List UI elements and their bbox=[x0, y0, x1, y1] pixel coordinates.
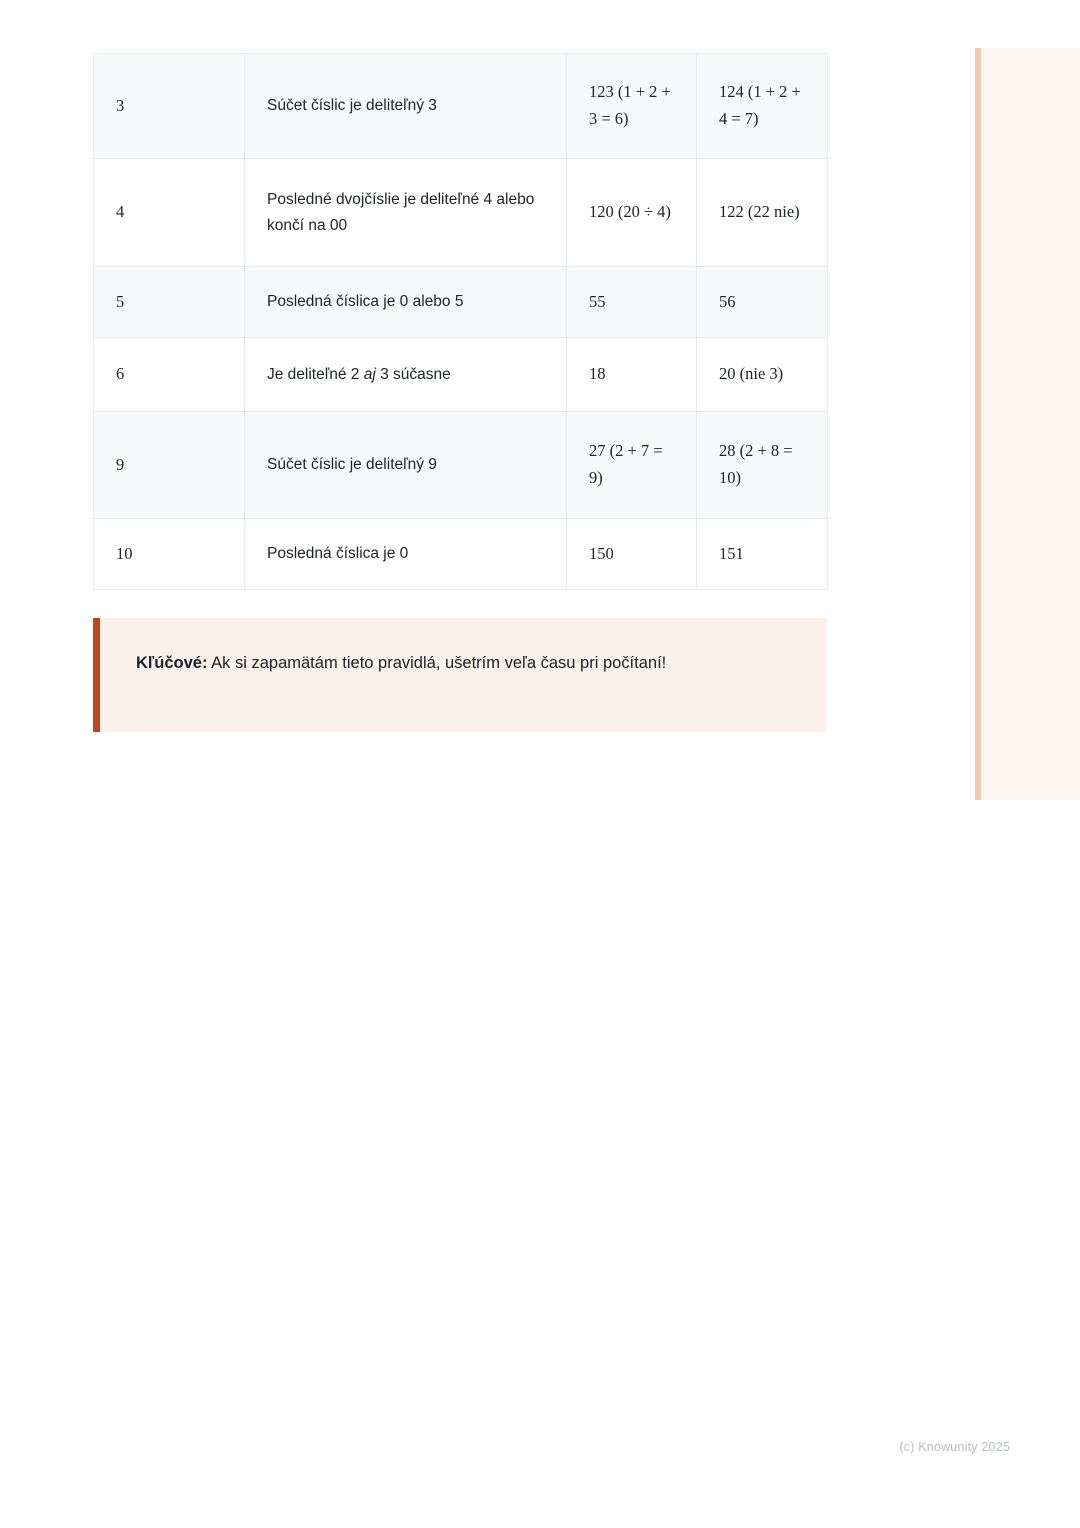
example-yes-text: 150 bbox=[589, 543, 614, 563]
example-yes-text: 55 bbox=[589, 291, 606, 311]
table-row bbox=[94, 267, 828, 338]
rule-text: Súčet číslic je deliteľný 3 bbox=[267, 97, 437, 115]
cell-example-no bbox=[697, 267, 828, 338]
table-row bbox=[94, 159, 828, 267]
cell-example-no bbox=[697, 519, 828, 590]
cell-rule bbox=[245, 412, 567, 519]
cell-example-yes bbox=[567, 267, 697, 338]
cell-divisor: 6 bbox=[94, 338, 245, 412]
table-row bbox=[94, 338, 828, 412]
table-row bbox=[94, 412, 828, 519]
callout-paragraph bbox=[136, 648, 791, 680]
footer-copyright: (c) Knowunity 2025 bbox=[899, 1440, 1010, 1454]
example-no-text: 20 (nie 3) bbox=[719, 364, 784, 384]
cell-example-no bbox=[697, 338, 828, 412]
example-yes-text: 18 bbox=[589, 364, 606, 384]
cell-example-yes bbox=[567, 159, 697, 267]
cell-example-no bbox=[697, 54, 828, 159]
cell-divisor: 9 bbox=[94, 412, 245, 519]
cell-rule bbox=[245, 267, 567, 338]
cell-example-yes bbox=[567, 519, 697, 590]
example-yes-text: 120 (20 ÷ 4) bbox=[589, 202, 671, 222]
cell-divisor: 3 bbox=[94, 54, 245, 159]
cell-divisor: 4 bbox=[94, 159, 245, 267]
example-no-text: 28 (2 + 8 = 10) bbox=[719, 441, 793, 487]
rule-text: Súčet číslic je deliteľný 9 bbox=[267, 456, 437, 474]
rule-text: Posledné dvojčíslie je deliteľné 4 alebo končí na 00 bbox=[267, 191, 535, 234]
rule-text: Posledná číslica je 0 alebo 5 bbox=[267, 293, 464, 311]
callout-text: Ak si zapamätám tieto pravidlá, ušetrím veľa času pri počítaní! bbox=[207, 654, 667, 672]
table-row bbox=[94, 54, 828, 159]
callout-label: Kľúčové: bbox=[136, 654, 208, 672]
cell-rule bbox=[245, 338, 567, 412]
table-body bbox=[94, 54, 828, 590]
cell-example-yes bbox=[567, 54, 697, 159]
cell-example-no bbox=[697, 412, 828, 519]
key-takeaway-callout bbox=[93, 618, 827, 732]
cell-example-yes bbox=[567, 338, 697, 412]
example-no-text: 151 bbox=[719, 543, 744, 563]
cell-divisor: 5 bbox=[94, 267, 245, 338]
rule-text: Posledná číslica je 0 bbox=[267, 545, 409, 563]
cell-rule bbox=[245, 54, 567, 159]
cell-rule bbox=[245, 519, 567, 590]
table-row bbox=[94, 519, 828, 590]
example-no-text: 124 (1 + 2 + 4 = 7) bbox=[719, 82, 801, 128]
adjacent-column-callout-bleed bbox=[975, 48, 1080, 800]
cell-example-no bbox=[697, 159, 828, 267]
divisibility-rules-table bbox=[93, 53, 828, 590]
rule-text: Je deliteľné 2 aj 3 súčasne bbox=[267, 365, 451, 383]
example-yes-text: 123 (1 + 2 + 3 = 6) bbox=[589, 82, 671, 128]
example-yes-text: 27 (2 + 7 = 9) bbox=[589, 441, 663, 487]
cell-divisor: 10 bbox=[94, 519, 245, 590]
example-no-text: 56 bbox=[719, 291, 736, 311]
example-no-text: 122 (22 nie) bbox=[719, 202, 800, 222]
cell-rule bbox=[245, 159, 567, 267]
cell-example-yes bbox=[567, 412, 697, 519]
